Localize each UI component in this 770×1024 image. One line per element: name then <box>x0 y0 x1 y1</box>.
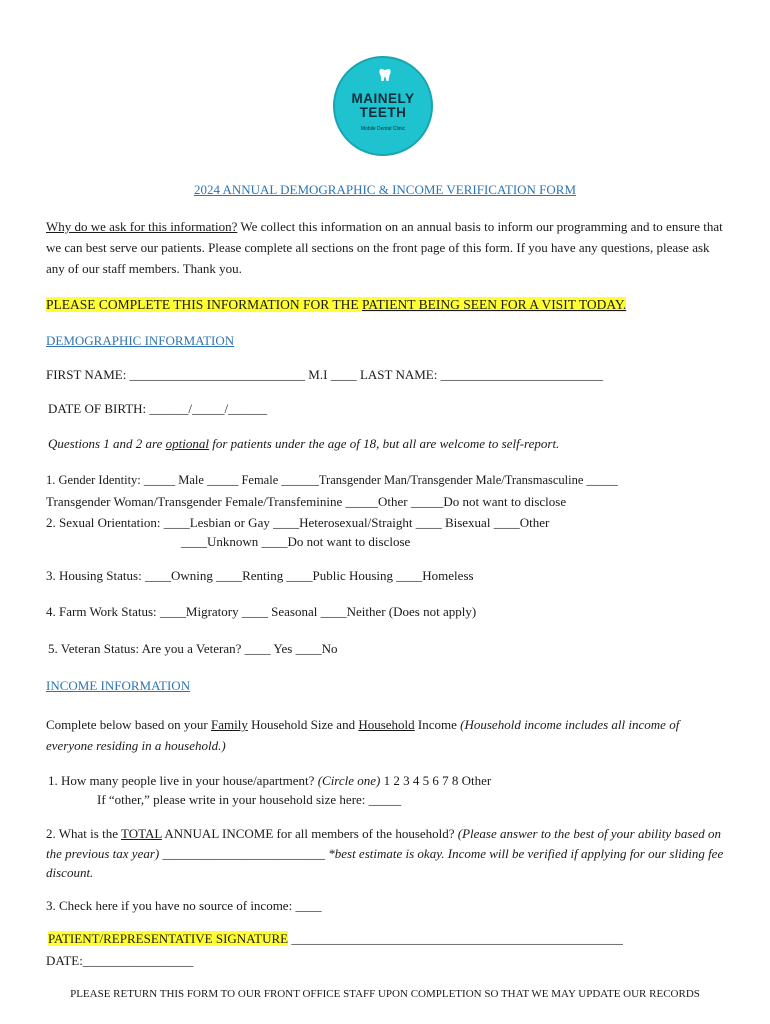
annual-income-blank[interactable]: _________________________ <box>159 845 329 861</box>
demographic-heading: DEMOGRAPHIC INFORMATION <box>46 333 235 348</box>
optional-word: optional <box>165 436 209 451</box>
optional-note-pre: Questions 1 and 2 are <box>48 436 166 451</box>
annual-income-question[interactable] <box>46 824 726 883</box>
form-title: 2024 ANNUAL DEMOGRAPHIC & INCOME VERIFICATION FORM <box>193 182 577 197</box>
housing-status-line[interactable]: 3. Housing Status: ____Owning ____Renting ____Public Housing ____Homeless <box>46 568 474 583</box>
mainely-teeth-logo <box>333 56 433 156</box>
logo-tagline: Mobile Dental Clinic <box>360 126 406 132</box>
circle-one-note: (Circle one) <box>317 773 381 788</box>
income-intro-a: Complete below based on your <box>46 717 211 732</box>
patient-notice <box>46 297 626 313</box>
income-intro-c: Income <box>414 717 461 732</box>
household-size-other-line[interactable]: If “other,” please write in your household size here: _____ <box>97 792 402 807</box>
income-intro-household: Household <box>358 717 415 732</box>
signature-line[interactable] <box>48 931 623 947</box>
tooth-icon <box>379 68 391 82</box>
annual-income-text-b: ANNUAL INCOME for all members of the household? <box>161 826 458 841</box>
logo-line-2: TEETH <box>359 105 407 120</box>
notice-underlined: PATIENT BEING SEEN FOR A VISIT TODAY. <box>362 297 627 312</box>
gender-identity-line-2[interactable]: Transgender Woman/Transgender Female/Transfeminine _____Other _____Do not want to disclose <box>46 494 567 509</box>
sexual-orientation-line-1[interactable]: 2. Sexual Orientation: ____Lesbian or Gay ____Heterosexual/Straight ____ Bisexual ____Other <box>46 515 550 530</box>
annual-income-text-a: 2. What is the <box>46 826 121 841</box>
income-intro-family: Family <box>211 717 248 732</box>
logo-wordmark <box>335 92 431 120</box>
household-size-options[interactable]: 1 2 3 4 5 6 7 8 Other <box>380 773 492 788</box>
annual-income-italic-2: *best estimate is okay. Income will be verified if applying for our sliding fee discount. <box>46 845 724 880</box>
intro-question: Why do we ask for this information? <box>46 219 238 234</box>
notice-prefix: PLEASE COMPLETE THIS INFORMATION FOR THE <box>46 297 363 312</box>
name-field-line[interactable]: FIRST NAME: ___________________________ M.I ____ LAST NAME: _________________________ <box>46 367 604 382</box>
gender-identity-line-1[interactable]: 1. Gender Identity: _____ Male _____ Female ______Transgender Man/Transgender Male/Transmasculine _____ <box>46 473 618 487</box>
income-intro <box>46 714 726 756</box>
signature-label: PATIENT/REPRESENTATIVE SIGNATURE <box>48 931 289 946</box>
no-income-line[interactable]: 3. Check here if you have no source of income: ____ <box>46 898 322 913</box>
signature-blank[interactable]: ___________________________________________________ <box>288 931 623 946</box>
dob-field-line[interactable]: DATE OF BIRTH: ______/_____/______ <box>48 401 268 416</box>
logo-line-1: MAINELY <box>351 91 415 106</box>
intro-paragraph <box>46 216 726 279</box>
date-line[interactable]: DATE:_________________ <box>46 953 194 968</box>
household-size-text: 1. How many people live in your house/apartment? <box>48 773 318 788</box>
optional-note-post: for patients under the age of 18, but all are welcome to self-report. <box>208 436 560 451</box>
farm-work-status-line[interactable]: 4. Farm Work Status: ____Migratory ____ Seasonal ____Neither (Does not apply) <box>46 604 477 619</box>
intro-body: We collect this information on an annual basis to inform our programming and to ensure that we can best serve our patients. Please complete all sections on the front page of this form. If you have any questions, please ask any of our staff members. Thank you. <box>46 219 723 276</box>
footer-note: PLEASE RETURN THIS FORM TO OUR FRONT OFFICE STAFF UPON COMPLETION SO THAT WE MAY UPDATE OUR RECORDS <box>70 988 700 1000</box>
income-intro-b: Household Size and <box>247 717 359 732</box>
veteran-status-line[interactable]: 5. Veteran Status: Are you a Veteran? ____ Yes ____No <box>48 641 338 656</box>
income-intro-italic: (Household income includes all income of everyone residing in a household.) <box>46 717 680 753</box>
optional-note <box>48 436 559 452</box>
household-size-question[interactable] <box>48 773 491 789</box>
annual-income-total: TOTAL <box>121 826 162 841</box>
sexual-orientation-line-2[interactable]: ____Unknown ____Do not want to disclose <box>181 534 411 549</box>
annual-income-italic-1: (Please answer to the best of your ability based on the previous tax year) <box>46 826 721 861</box>
income-heading: INCOME INFORMATION <box>46 678 191 693</box>
